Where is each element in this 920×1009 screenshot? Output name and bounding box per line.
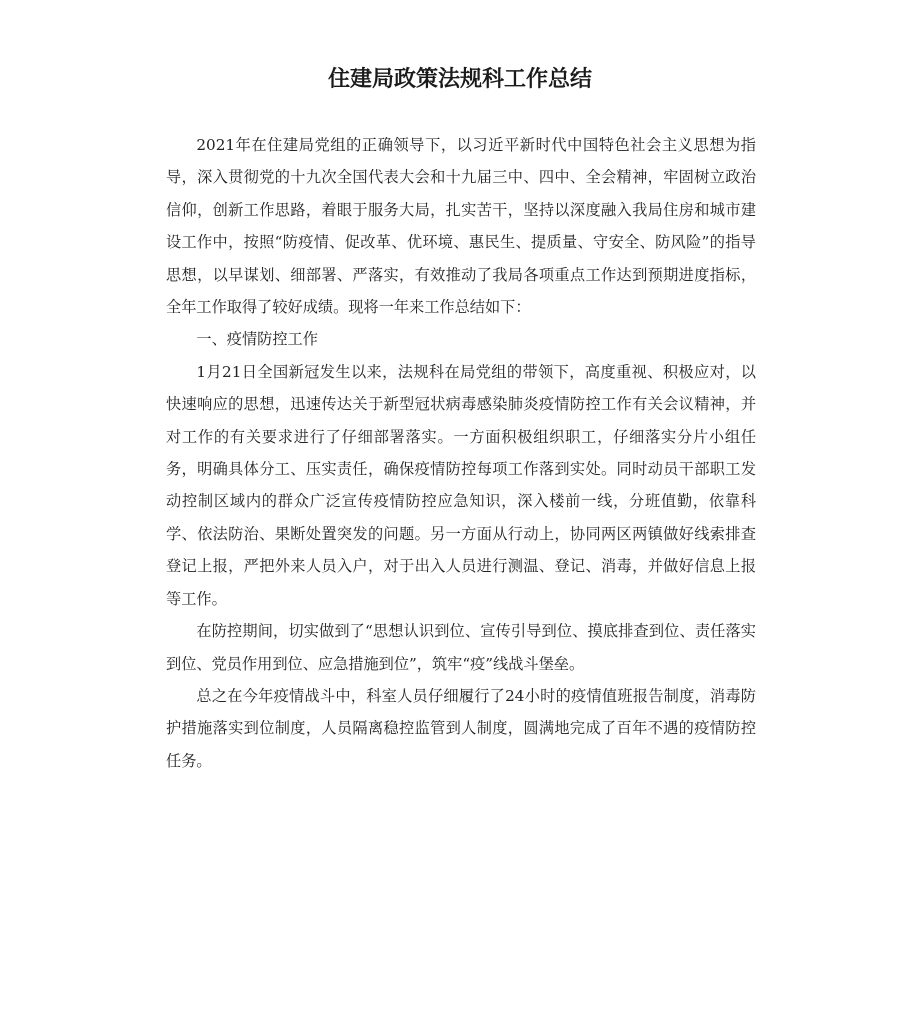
document-body — [166, 129, 756, 777]
paragraph-intro: 2021年在住建局党组的正确领导下，以习近平新时代中国特色社会主义思想为指导，深入贯彻党的十九次全国代表大会和十九届三中、四中、全会精神，牢固树立政治信仰，创新工作思路，着眼于服务大局，扎实苦干，坚持以深度融入我局住房和城市建设工作中，按照“防疫情、促改革、优环境、惠民生、提质量、守安全、防风险”的指导思想，以早谋划、细部署、严落实，有效推动了我局各项重点工作达到预期进度指标，全年工作取得了较好成绩。现将一年来工作总结如下： — [166, 136, 756, 317]
document-title: 住建局政策法规科工作总结 — [327, 67, 592, 92]
section-heading-epidemic: 一、疫情防控工作 — [196, 330, 318, 349]
paragraph-epidemic-response: 1月21日全国新冠发生以来，法规科在局党组的带领下，高度重视、积极应对，以快速响应的思想，迅速传达关于新型冠状病毒感染肺炎疫情防控工作有关会议精神，并对工作的有关要求进行了仔细部署落实。一方面积极组织职工，仔细落实分片小组任务，明确具体分工、压实责任，确保疫情防控每项工作落到实处。同时动员干部职工发动控制区域内的群众广泛宣传疫情防控应急知识，深入楼前一线，分班值勤，依靠科学、依法防治、果断处置突发的问题。另一方面从行动上，协同两区两镇做好线索排查登记上报，严把外来人员入户，对于出入人员进行测温、登记、消毒，并做好信息上报等工作。 — [166, 362, 756, 608]
paragraph-conclusion: 总之在今年疫情战斗中，科室人员仔细履行了24小时的疫情值班报告制度，消毒防护措施落实到位制度，人员隔离稳控监管到人制度，圆满地完成了百年不遇的疫情防控任务。 — [166, 686, 756, 770]
paragraph-prevention-period: 在防控期间，切实做到了“思想认识到位、宣传引导到位、摸底排查到位、责任落实到位、党员作用到位、应急措施到位”，筑牢“疫”线战斗堡垒。 — [166, 622, 756, 673]
